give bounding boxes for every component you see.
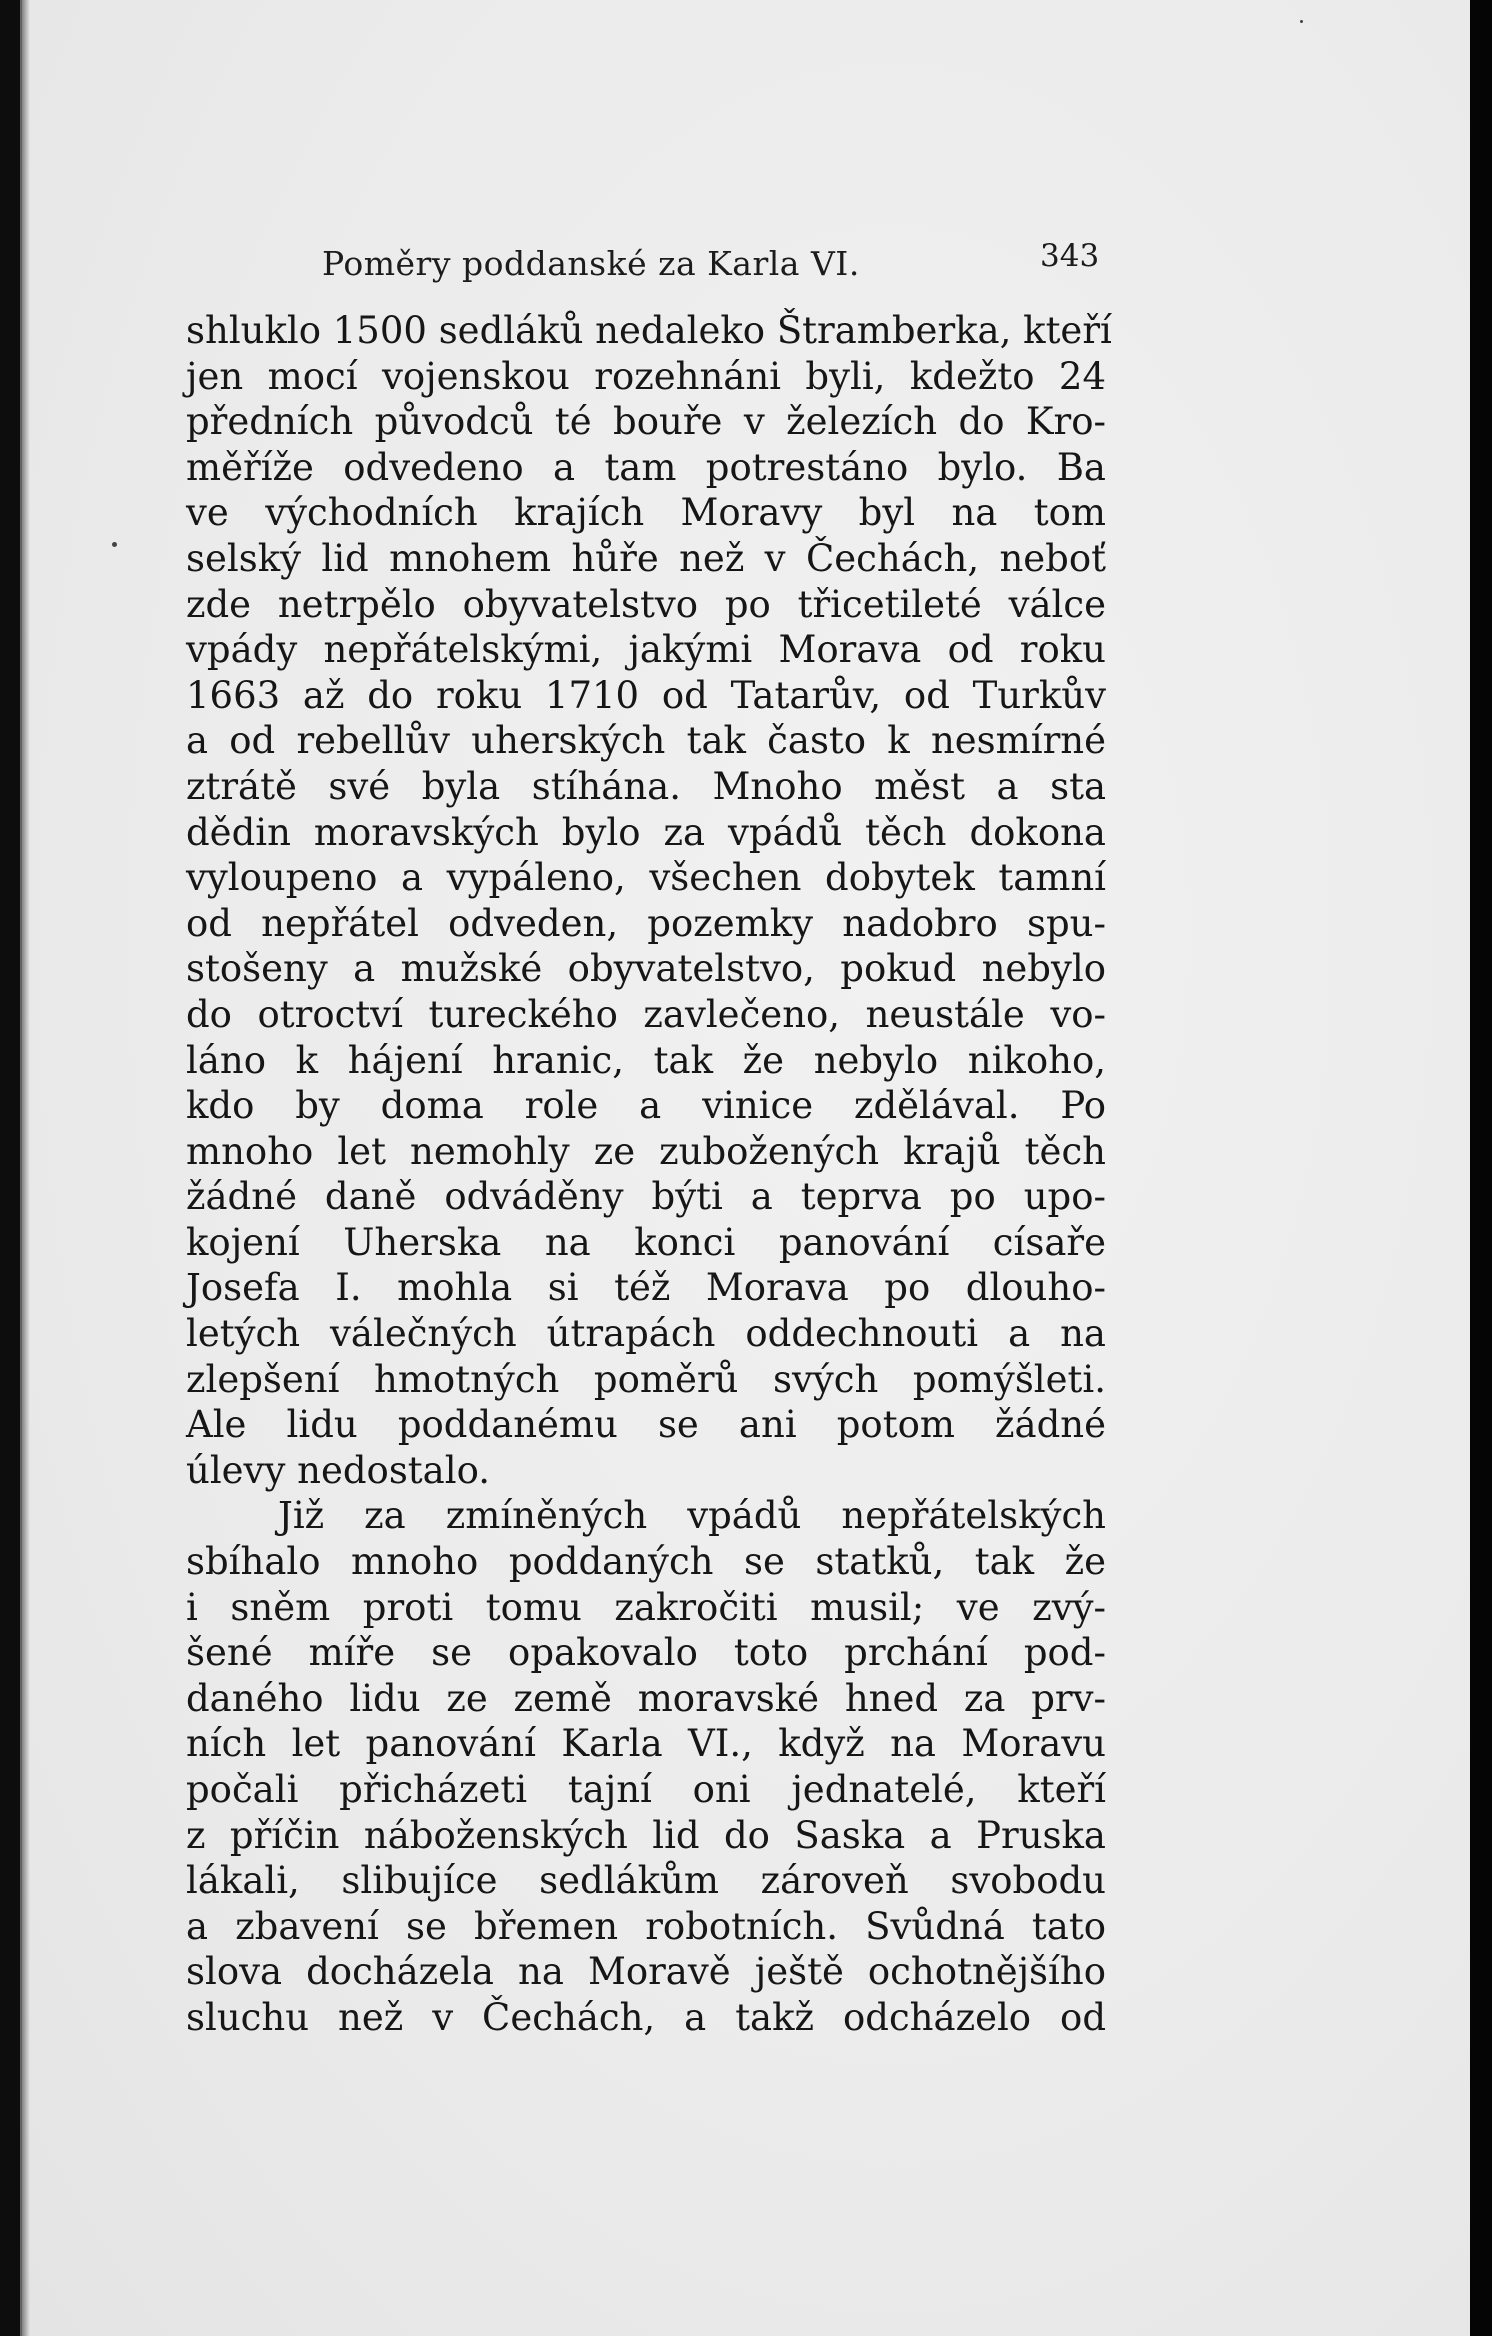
scan-dark-edge	[1470, 0, 1492, 2336]
text-line: žádné daně odváděny býti a teprva po upo-	[186, 1175, 1106, 1219]
text-line: zlepšení hmotných poměrů svých pomýšleti.	[186, 1357, 1106, 1401]
text-line: šené míře se opakovalo toto prchání pod-	[186, 1631, 1106, 1675]
text-line: předních původců té bouře v železích do Kro-	[186, 400, 1106, 444]
text-line: i sněm proti tomu zakročiti musil; ve zvý-	[186, 1585, 1106, 1629]
page-gutter-shadow	[20, 0, 30, 2336]
page-number: 343	[1040, 238, 1100, 274]
text-line: do otroctví tureckého zavlečeno, neustále vo-	[186, 992, 1106, 1036]
text-line: vyloupeno a vypáleno, všechen dobytek tamní	[186, 856, 1106, 900]
paragraph	[186, 308, 1112, 1493]
text-line: jen mocí vojenskou rozehnáni byli, kdežto 24	[186, 354, 1106, 398]
text-line: slova docházela na Moravě ještě ochotnějšího	[186, 1950, 1106, 1994]
text-line: vpády nepřátelskými, jakými Morava od roku	[186, 628, 1106, 672]
running-head: Poměry poddanské za Karla VI.	[322, 244, 860, 283]
text-line: kojení Uherska na konci panování císaře	[186, 1220, 1106, 1264]
text-line: a od rebellův uherských tak často k nesmírné	[186, 719, 1106, 763]
text-line: ních let panování Karla VI., když na Moravu	[186, 1722, 1106, 1766]
scan-speck	[1300, 20, 1303, 23]
text-line: měříže odvedeno a tam potrestáno bylo. Ba	[186, 445, 1106, 489]
text-line: daného lidu ze země moravské hned za prv-	[186, 1676, 1106, 1720]
text-line: zde netrpělo obyvatelstvo po třicetileté válce	[186, 582, 1106, 626]
text-line: ztrátě své byla stíhána. Mnoho měst a sta	[186, 764, 1106, 808]
text-line: sluchu než v Čechách, a takž odcházelo od	[186, 1995, 1106, 2039]
text-line: 1663 až do roku 1710 od Tatarův, od Turkův	[186, 673, 1106, 717]
scan-speck	[112, 542, 117, 547]
text-line: z příčin náboženských lid do Saska a Pruska	[186, 1813, 1106, 1857]
text-line: letých válečných útrapách oddechnouti a na	[186, 1312, 1106, 1356]
text-line: láno k hájení hranic, tak že nebylo nikoho,	[186, 1038, 1106, 1082]
text-line: dědin moravských bylo za vpádů těch dokona	[186, 810, 1106, 854]
text-line: kdo by doma role a vinice zdělával. Po	[186, 1084, 1106, 1128]
text-line: a zbavení se břemen robotních. Svůdná tato	[186, 1904, 1106, 1948]
text-line: Již za zmíněných vpádů nepřátelských	[278, 1494, 1106, 1538]
text-line: počali přicházeti tajní oni jednatelé, kteří	[186, 1768, 1106, 1811]
text-line: Josefa I. mohla si též Morava po dlouho-	[186, 1266, 1106, 1310]
text-line: shluklo 1500 sedláků nedaleko Štramberka, kteří	[186, 309, 1112, 352]
text-line: mnoho let nemohly ze zubožených krajů těch	[186, 1129, 1106, 1173]
text-line: stošeny a mužské obyvatelstvo, pokud nebylo	[186, 947, 1106, 991]
text-line: lákali, slibujíce sedlákům zároveň svobodu	[186, 1859, 1106, 1903]
body-text	[186, 308, 1112, 2041]
text-line: sbíhalo mnoho poddaných se statků, tak že	[186, 1540, 1106, 1584]
paragraph	[186, 1493, 1106, 2040]
text-line: úlevy nedostalo.	[186, 1448, 490, 1492]
text-line: ve východních krajích Moravy byl na tom	[186, 491, 1106, 535]
text-line: Ale lidu poddanému se ani potom žádné	[186, 1403, 1106, 1447]
text-line: od nepřátel odveden, pozemky nadobro spu-	[186, 901, 1106, 945]
text-line: selský lid mnohem hůře než v Čechách, neboť	[186, 536, 1106, 580]
